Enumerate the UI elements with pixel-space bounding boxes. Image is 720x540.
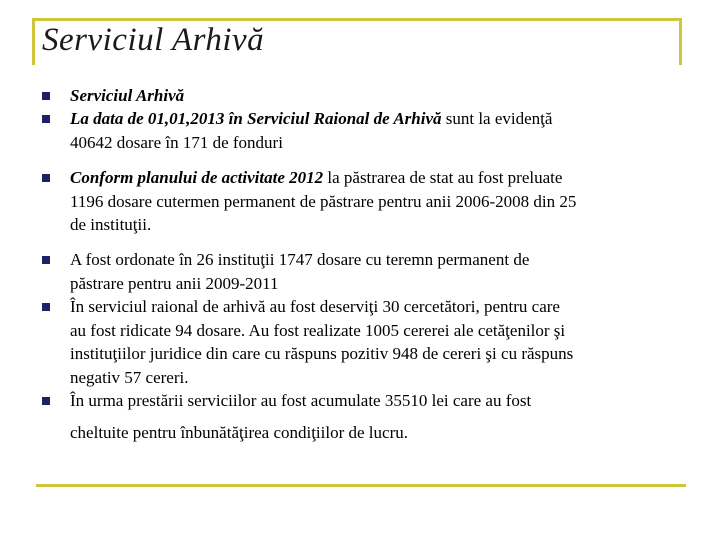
list-item-text bbox=[70, 166, 680, 237]
body-text: 40642 dosare în 171 de fonduri bbox=[70, 132, 283, 152]
list-item-text bbox=[70, 107, 680, 154]
square-bullet-icon bbox=[42, 303, 50, 311]
text-line bbox=[70, 389, 680, 413]
text-line bbox=[70, 213, 680, 237]
frame-top-rule bbox=[32, 18, 682, 21]
square-bullet-icon bbox=[42, 92, 50, 100]
body-text: instituţiilor juridice din care cu răspuns pozitiv 948 de cereri şi cu răspuns bbox=[70, 344, 574, 363]
text-line bbox=[70, 421, 680, 445]
text-line bbox=[70, 295, 680, 319]
text-line bbox=[70, 190, 680, 214]
emphasis-text: Serviciul Arhivă bbox=[70, 86, 185, 105]
list-item-text bbox=[70, 84, 680, 108]
body-text: de instituţii. bbox=[70, 215, 152, 234]
text-line bbox=[70, 131, 680, 155]
body-text: negativ 57 cereri. bbox=[70, 367, 189, 387]
text-line bbox=[70, 107, 680, 131]
body-text: A fost ordonate în 26 instituţii 1747 dosare cu teremn permanent de bbox=[70, 250, 530, 269]
body-text: cheltuite pentru înbunătăţirea condiţiilor de lucru. bbox=[70, 422, 408, 442]
text-line bbox=[70, 166, 680, 190]
body-text: păstrare pentru anii 2009-2011 bbox=[70, 273, 279, 293]
body-text: sunt la evidenţă bbox=[441, 109, 553, 128]
square-bullet-icon bbox=[42, 115, 50, 123]
slide-title: Serviciul Arhivă bbox=[42, 22, 265, 58]
frame-bottom-rule bbox=[36, 484, 686, 487]
frame-right-rule bbox=[679, 18, 682, 65]
text-line bbox=[70, 272, 680, 296]
emphasis-text: Conform planului de activitate 2012 bbox=[70, 168, 324, 187]
list-item-text bbox=[70, 248, 680, 295]
body-text: În urma prestării serviciilor au fost acumulate 35510 lei care au fost bbox=[70, 391, 532, 410]
body-text: au fost ridicate 94 dosare. Au fost realizate 1005 cererei ale cetăţenilor şi bbox=[70, 320, 566, 340]
list-item-text bbox=[70, 389, 680, 444]
frame-left-rule bbox=[32, 18, 35, 65]
text-line bbox=[70, 342, 680, 366]
body-text: la păstrarea de stat au fost preluate bbox=[323, 168, 563, 187]
text-line bbox=[70, 366, 680, 390]
text-line bbox=[70, 248, 680, 272]
body-text: În serviciul raional de arhivă au fost deserviţi 30 cercetători, pentru care bbox=[70, 297, 560, 316]
text-line bbox=[70, 319, 680, 343]
emphasis-text: La data de 01,01,2013 în Serviciul Raional de Arhivă bbox=[70, 109, 442, 128]
list-item-text bbox=[70, 295, 680, 389]
square-bullet-icon bbox=[42, 256, 50, 264]
body-text: 1196 dosare cutermen permanent de păstrare pentru anii 2006-2008 din 25 bbox=[70, 191, 577, 211]
square-bullet-icon bbox=[42, 397, 50, 405]
square-bullet-icon bbox=[42, 174, 50, 182]
text-line bbox=[70, 84, 680, 108]
